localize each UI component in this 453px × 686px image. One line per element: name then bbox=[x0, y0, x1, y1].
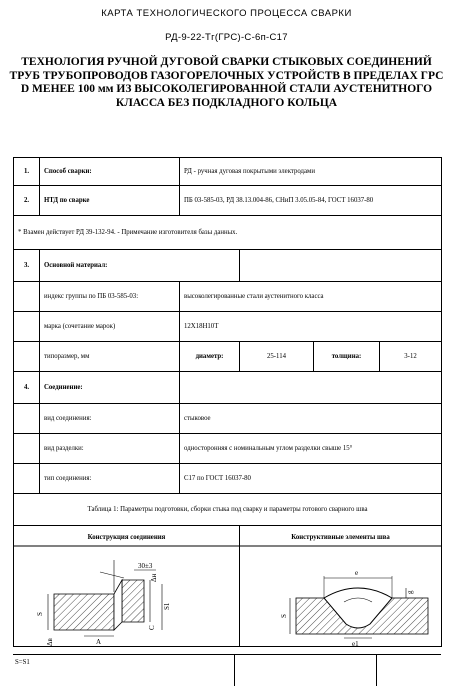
document-code: РД-9-22-Тг(ГРС)-С-6п-С17 bbox=[165, 32, 288, 43]
connection-type-value: С17 по ГОСТ 16037-80 bbox=[180, 464, 442, 494]
angle-label: 30±3 bbox=[138, 562, 153, 570]
weld-elements-drawing bbox=[240, 526, 442, 647]
row-label: типоразмер, мм bbox=[40, 342, 180, 372]
e-label: e bbox=[355, 569, 359, 577]
title-line: ТРУБ ТРУБОПРОВОДОВ ГАЗОГОРЕЛОЧНЫХ УСТРОЙСТВ В ПРЕДЕЛАХ ГРС bbox=[9, 69, 444, 82]
card-heading: КАРТА ТЕХНОЛОГИЧЕСКОГО ПРОЦЕССА СВАРКИ bbox=[101, 8, 352, 19]
joint-type-value: стыковое bbox=[180, 404, 442, 434]
title-line: D МЕНЕЕ 100 мм ИЗ ВЫСОКОЛЕГИРОВАННОЙ СТАЛИ АУСТЕНИТНОГО bbox=[20, 83, 433, 95]
process-table bbox=[13, 157, 442, 647]
table-caption: Таблица 1: Параметры подготовки, сборки стыка под сварку и параметры готового сварного шва bbox=[14, 494, 442, 526]
row-number: 1. bbox=[14, 158, 40, 186]
thickness-label: толщина: bbox=[314, 342, 380, 372]
s-right-label: S bbox=[280, 614, 288, 618]
ntd-value: ПБ 03-585-03, РД 38.13.004-86, СНиП 3.05.05-84, ГОСТ 16037-80 bbox=[180, 186, 442, 216]
row-label: Соединение: bbox=[40, 372, 180, 404]
joint-construction-drawing bbox=[14, 526, 240, 647]
row-label: индекс группы по ПБ 03-585-03: bbox=[40, 282, 180, 312]
row-label: тип соединения: bbox=[40, 464, 180, 494]
table-row bbox=[14, 494, 442, 526]
diameter-value: 25-114 bbox=[240, 342, 314, 372]
divider bbox=[376, 655, 377, 686]
row-number: 4. bbox=[14, 372, 40, 404]
table-row bbox=[14, 372, 442, 404]
table-row bbox=[14, 216, 442, 250]
table-row bbox=[14, 526, 442, 647]
row-number: 2. bbox=[14, 186, 40, 216]
gap-top-label: Δн bbox=[150, 573, 158, 582]
divider bbox=[234, 655, 235, 686]
document-title bbox=[0, 56, 453, 110]
empty-cell bbox=[240, 250, 442, 282]
thickness-relation: S=S1 bbox=[15, 659, 30, 666]
groove-type-value: односторонняя с номинальным углом разделки свыше 15° bbox=[180, 434, 442, 464]
footnote: * Взамен действует РД 39-132-94. - Примечание изготовителя базы данных. bbox=[14, 216, 442, 250]
a-label: A bbox=[96, 638, 102, 646]
thickness-value: 3-12 bbox=[380, 342, 442, 372]
s1-label: S1 bbox=[163, 602, 171, 610]
steel-grade-value: 12Х18Н10Т bbox=[180, 312, 442, 342]
table-row bbox=[14, 158, 442, 186]
c-label: C bbox=[148, 625, 156, 630]
table-row bbox=[14, 342, 442, 372]
empty-cell bbox=[14, 312, 40, 342]
table-row bbox=[14, 464, 442, 494]
table-row bbox=[14, 186, 442, 216]
table-row bbox=[14, 282, 442, 312]
welding-method-value: РД - ручная дуговая покрытыми электродами bbox=[180, 158, 442, 186]
row-label: Способ сварки: bbox=[40, 158, 180, 186]
joint-construction-cell bbox=[14, 526, 240, 647]
fig-heading: Конструкция соединения bbox=[87, 534, 166, 541]
empty-cell bbox=[14, 464, 40, 494]
bottom-strip bbox=[13, 654, 441, 686]
empty-cell bbox=[14, 282, 40, 312]
table-row bbox=[14, 312, 442, 342]
title-line: ТЕХНОЛОГИЯ РУЧНОЙ ДУГОВОЙ СВАРКИ СТЫКОВЫХ СОЕДИНЕНИЙ bbox=[21, 56, 432, 68]
gap-bottom-label: Δв bbox=[46, 638, 54, 646]
table-row bbox=[14, 434, 442, 464]
s-label: S bbox=[36, 612, 44, 616]
e1-label: e1 bbox=[352, 640, 359, 647]
row-label: НТД по сварке bbox=[40, 186, 180, 216]
fig-heading: Конструктивные элементы шва bbox=[291, 534, 390, 541]
row-number: 3. bbox=[14, 250, 40, 282]
empty-cell bbox=[14, 342, 40, 372]
weld-elements-cell bbox=[240, 526, 442, 647]
g-label: g bbox=[406, 590, 414, 594]
table-row bbox=[14, 404, 442, 434]
row-label: вид соединения: bbox=[40, 404, 180, 434]
row-label: Основной материал: bbox=[40, 250, 240, 282]
diameter-label: диаметр: bbox=[180, 342, 240, 372]
row-label: вид разделки: bbox=[40, 434, 180, 464]
table-row bbox=[14, 250, 442, 282]
empty-cell bbox=[14, 434, 40, 464]
group-index-value: высоколегированные стали аустенитного класса bbox=[180, 282, 442, 312]
title-line: КЛАССА БЕЗ ПОДКЛАДНОГО КОЛЬЦА bbox=[115, 96, 338, 109]
empty-cell bbox=[14, 404, 40, 434]
empty-cell bbox=[180, 372, 442, 404]
row-label: марка (сочетание марок) bbox=[40, 312, 180, 342]
